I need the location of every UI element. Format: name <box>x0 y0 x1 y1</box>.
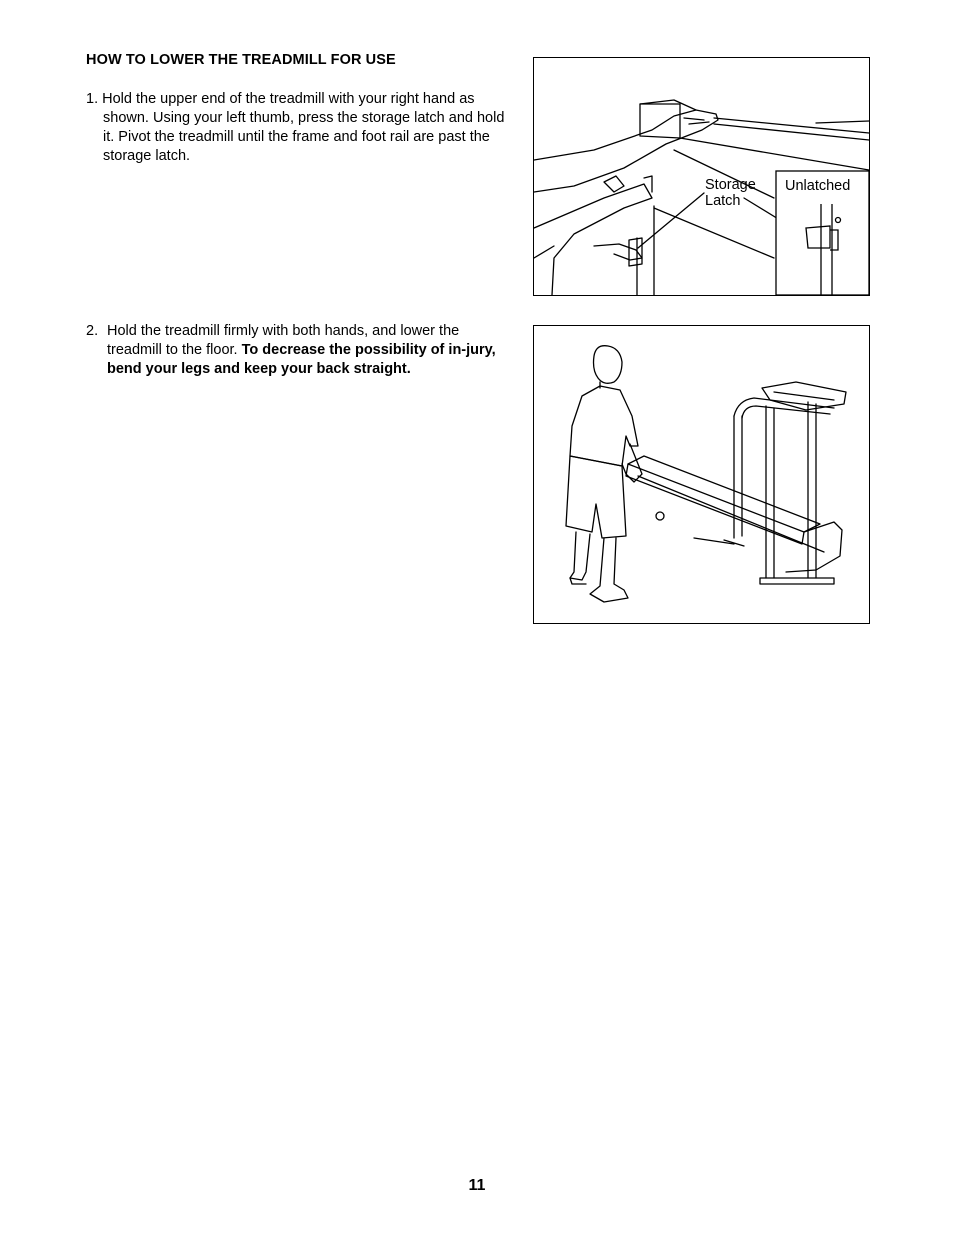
step-1-number: 1. <box>86 91 99 107</box>
storage-latch-label <box>705 177 756 209</box>
step-2-warning: To decrease the possibility of in-jury, bend your legs and keep your back straight. <box>107 342 496 377</box>
storage-label-line2: Latch <box>705 193 741 209</box>
storage-latch-illustration <box>534 58 869 295</box>
step-1 <box>86 90 516 166</box>
lowering-treadmill-illustration <box>534 326 869 623</box>
step-1-body: Hold the upper end of the treadmill with your right hand as shown. Using your left thumb, press the storage latch and hold it. Pivot the treadmill until the frame and foot rail are past the storage latch. <box>102 91 505 164</box>
step-1-text <box>86 90 516 166</box>
section-heading: HOW TO LOWER THE TREADMILL FOR USE <box>86 52 396 68</box>
step-2-body: Hold the treadmill firmly with both hands, and lower the treadmill to the floor. <box>107 323 460 358</box>
figure-lowering-treadmill <box>533 325 870 624</box>
step-2-number: 2. <box>86 323 99 339</box>
step-2 <box>86 322 506 379</box>
step-2-text <box>86 322 506 379</box>
storage-label-line1: Storage <box>705 177 756 193</box>
unlatched-label: Unlatched <box>785 178 851 194</box>
page-number: 11 <box>468 1177 486 1194</box>
figure-storage-latch <box>533 57 870 296</box>
